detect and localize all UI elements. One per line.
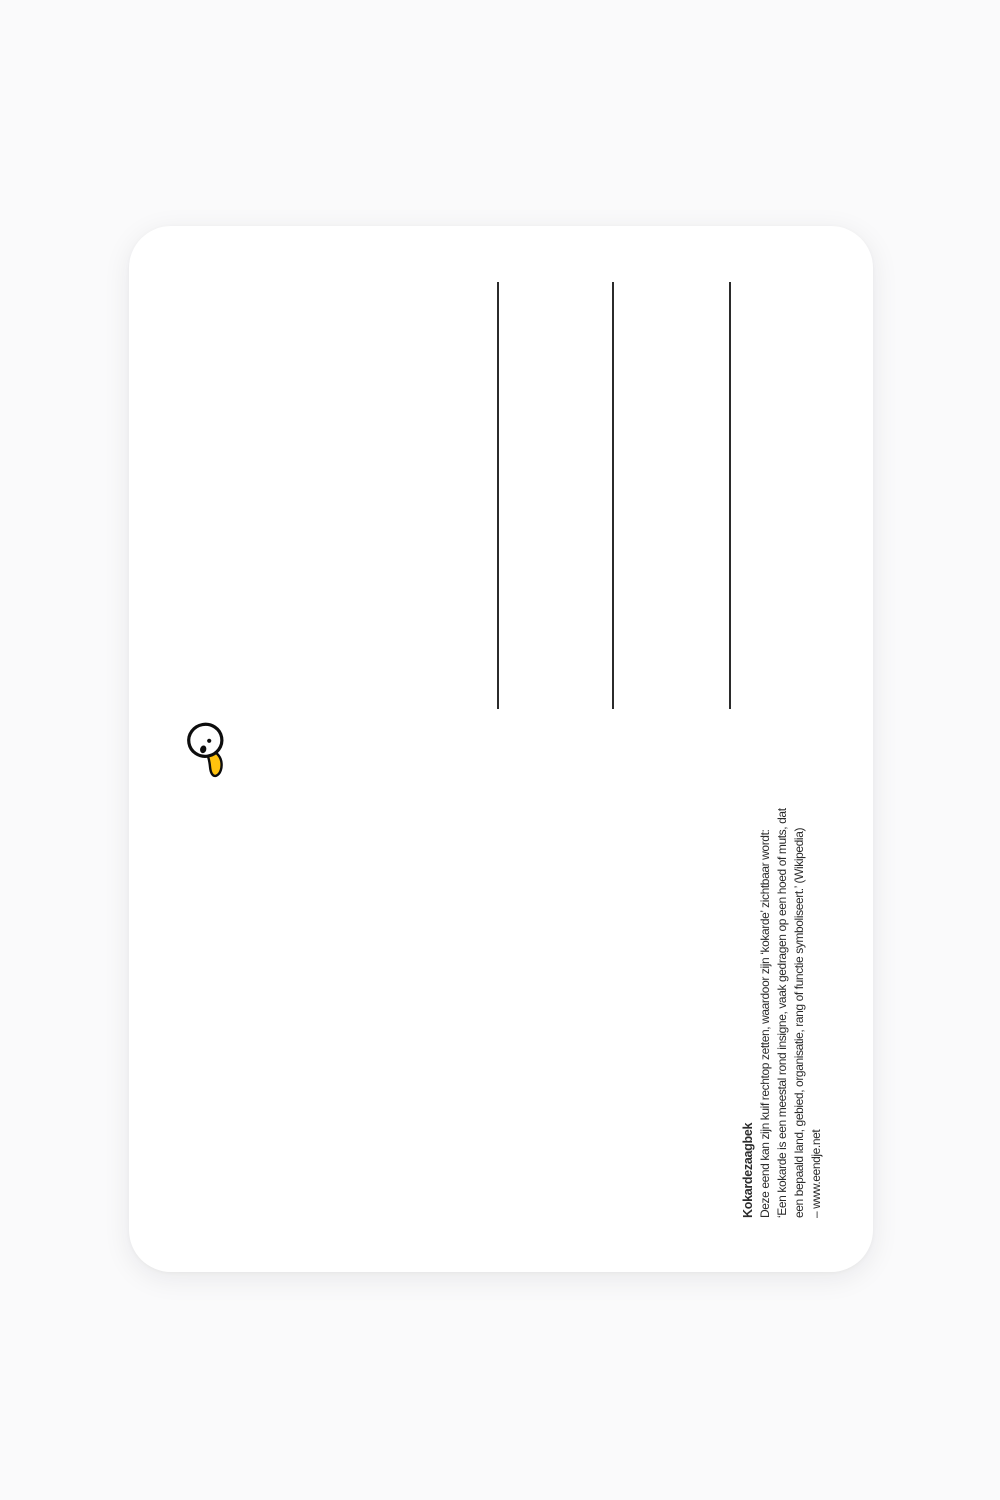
- duck-eye-dot: [207, 739, 211, 743]
- address-line: [497, 282, 499, 709]
- info-body-line: ‘Een kokarde is een meestal rond insigne, vaak gedragen op een hoed of muts, dat: [775, 808, 789, 1218]
- info-text: [740, 778, 825, 1218]
- info-heading: Kokardezaagbek: [741, 1122, 755, 1218]
- info-body-line: een bepaald land, gebied, organisatie, rang of functie symboliseert.’ (Wikipedia): [792, 827, 806, 1218]
- address-line: [729, 282, 731, 709]
- duck-head-icon: [185, 718, 232, 782]
- address-line: [612, 282, 614, 709]
- info-body-line: Deze eend kan zijn kuif rechtop zetten, waardoor zijn ‘kokarde’ zichtbaar wordt:: [758, 829, 772, 1218]
- info-attribution: – www.eendje.net: [809, 1129, 823, 1218]
- postcard: [129, 226, 873, 1272]
- duck-head-shape: [186, 722, 224, 759]
